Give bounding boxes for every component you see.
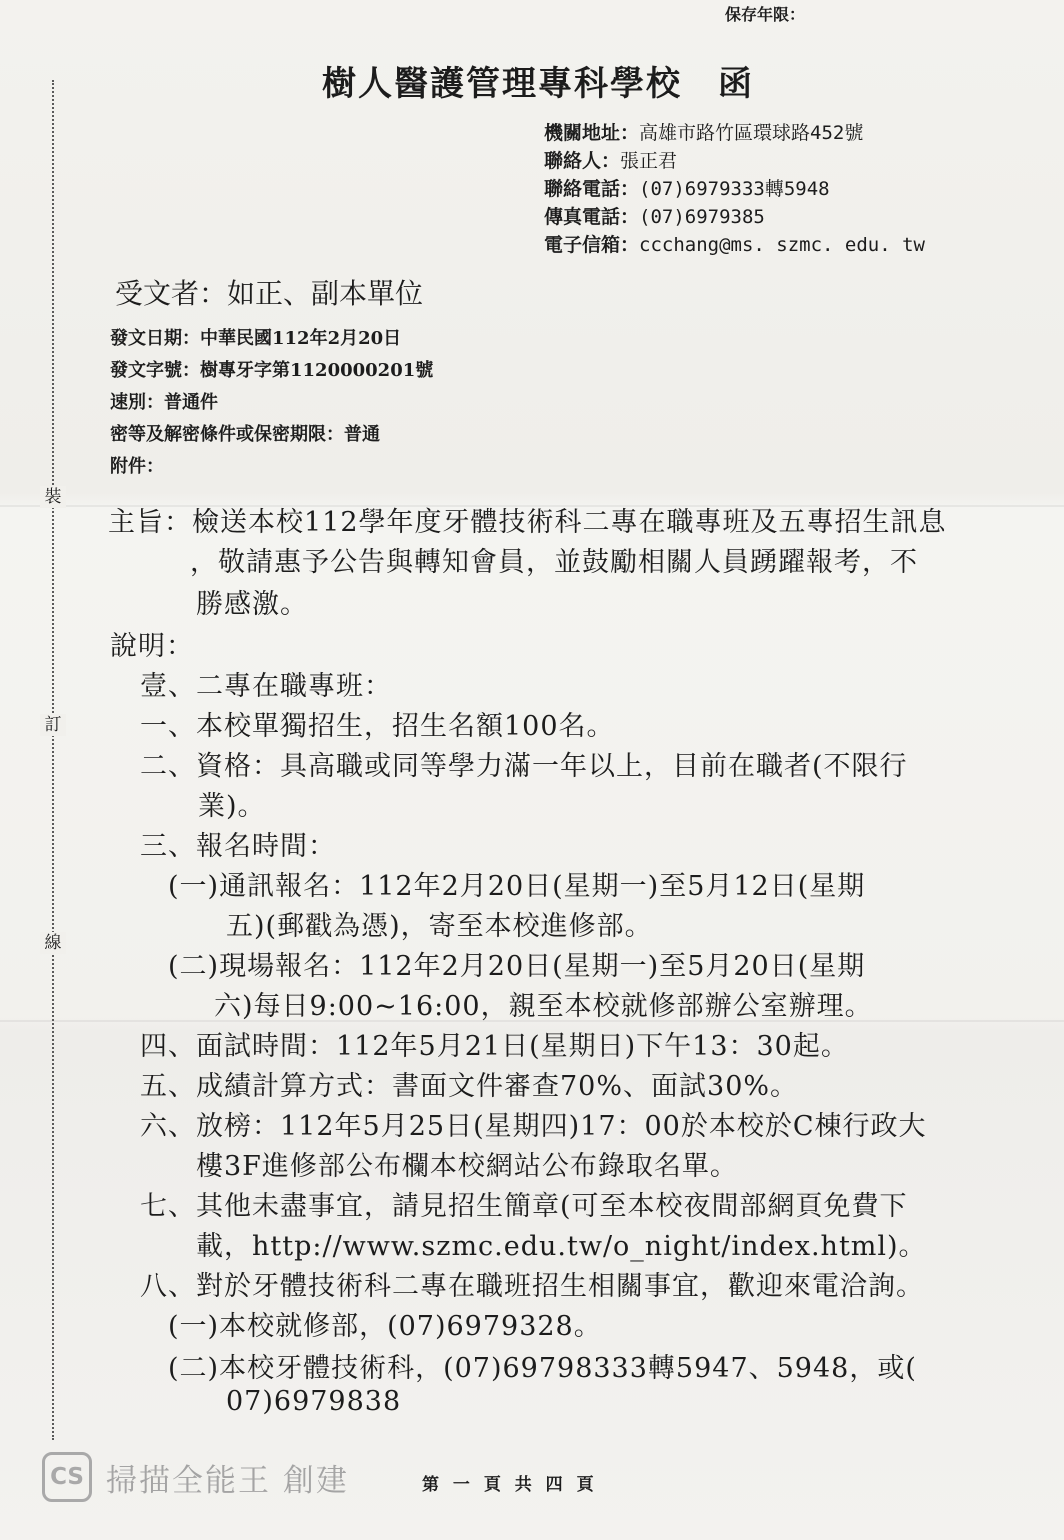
explanation-heading: 說明： [110, 631, 194, 662]
item-line: 三、報名時間： [140, 831, 336, 862]
item-line: 二、資格：具高職或同等學力滿一年以上，目前在職者(不限行 [140, 751, 908, 782]
document-number: 發文字號：樹專牙字第1120000201號 [110, 360, 434, 381]
item-line: 六)每日9:00~16:00，親至本校就修部辦公室辦理。 [214, 991, 873, 1022]
item-line: (一)本校就修部，(07)6979328。 [168, 1311, 602, 1342]
scanner-watermark: 掃描全能王 創建 [106, 1463, 349, 1499]
item-line: 六、放榜：112年5月25日(星期四)17：00於本校於C棟行政大 [140, 1111, 927, 1142]
security-level: 密等及解密條件或保密期限：普通 [110, 424, 380, 445]
org-email: 電子信箱：ccchang@ms. szmc. edu. tw [544, 234, 925, 256]
item-line: 一、本校單獨招生，招生名額100名。 [140, 711, 615, 742]
issue-date: 發文日期：中華民國112年2月20日 [110, 328, 402, 349]
retention-period-label: 保存年限： [725, 5, 806, 24]
item-line: 五、成績計算方式：書面文件審查70%、面試30%。 [140, 1071, 799, 1102]
org-phone: 聯絡電話：(07)6979333轉5948 [544, 178, 830, 200]
item-line: 業)。 [198, 791, 266, 822]
item-line: 八、對於牙體技術科二專在職班招生相關事宜，歡迎來電洽詢。 [140, 1271, 924, 1302]
subject-line: ，敬請惠予公告與轉知會員，並鼓勵相關人員踴躍報考，不 [190, 547, 918, 578]
recipient: 受文者：如正、副本單位 [115, 277, 424, 310]
item-line: (二)本校牙體技術科，(07)69798333轉5947、5948，或( [168, 1353, 917, 1384]
item-line: 七、其他未盡事宜，請見招生簡章(可至本校夜間部網頁免費下 [140, 1191, 908, 1222]
item-line: (二)現場報名：112年2月20日(星期一)至5月20日(星期 [168, 951, 866, 982]
org-fax: 傳真電話：(07)6979385 [544, 206, 765, 228]
attachments: 附件： [110, 456, 164, 477]
document-title [322, 56, 754, 105]
priority: 速別：普通件 [110, 392, 218, 413]
item-line: 五)(郵戳為憑)，寄至本校進修部。 [226, 911, 653, 942]
subject-line: 勝感激。 [196, 589, 308, 620]
title-doc-type: 函 [718, 64, 754, 104]
org-address: 機關地址：高雄市路竹區環球路452號 [544, 122, 864, 144]
item-line: 樓3F進修部公布欄本校網站公布錄取名單。 [196, 1151, 738, 1182]
page-number: 第 一 頁 共 四 頁 [422, 1475, 598, 1495]
binding-dotted-line [52, 80, 54, 1440]
section-heading: 壹、二專在職專班： [140, 671, 392, 702]
binding-mark-xian: 線 [40, 932, 66, 954]
binding-mark-zhuang: 裝 [40, 486, 66, 508]
title-org: 樹人醫護管理專科學校 [322, 64, 682, 104]
subject-line: 主旨：檢送本校112學年度牙體技術科二專在職專班及五專招生訊息 [108, 507, 947, 538]
item-line: (一)通訊報名：112年2月20日(星期一)至5月12日(星期 [168, 871, 866, 902]
binding-mark-ding: 訂 [40, 714, 66, 736]
camscanner-logo: CS [42, 1452, 92, 1502]
item-line: 四、面試時間：112年5月21日(星期日)下午13：30起。 [140, 1031, 849, 1062]
item-line: 07)6979838 [226, 1386, 402, 1417]
org-contact-person: 聯絡人：張正君 [544, 150, 678, 172]
item-line: 載，http://www.szmc.edu.tw/o_night/index.html)。 [196, 1231, 927, 1262]
